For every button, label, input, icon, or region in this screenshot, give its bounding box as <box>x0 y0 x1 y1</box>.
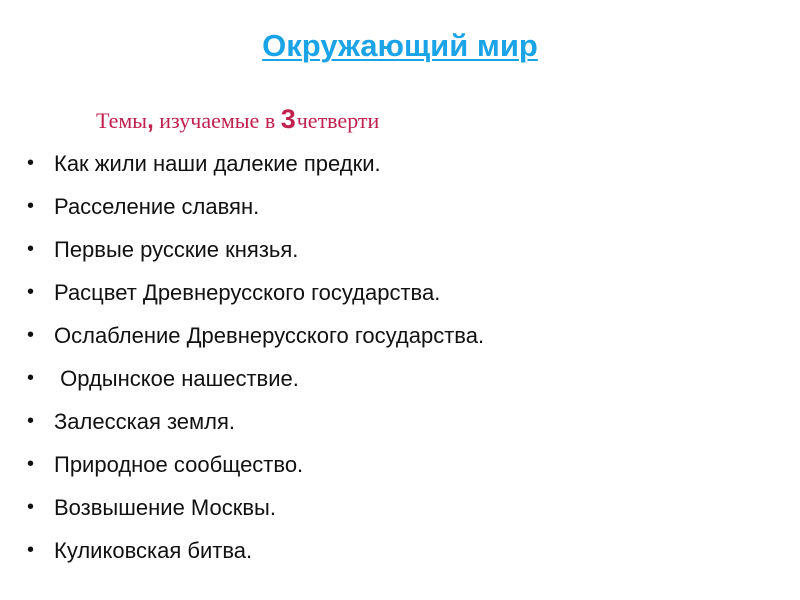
subtitle-part-3: четверти <box>296 108 380 133</box>
list-item-text: Как жили наши далекие предки. <box>54 151 381 176</box>
subtitle-part-2: изучаемые в <box>153 108 281 133</box>
list-item <box>20 228 484 271</box>
list-item-text: Расцвет Древнерусского государства. <box>54 280 441 305</box>
list-item <box>20 443 484 486</box>
bullet-icon: • <box>27 281 35 303</box>
topics-list <box>20 142 484 572</box>
list-item-text: Залесская земля. <box>54 409 236 434</box>
list-item <box>20 357 484 400</box>
subtitle <box>96 104 379 136</box>
list-item-text: Куликовская битва. <box>54 538 253 563</box>
list-item <box>20 486 484 529</box>
list-item <box>20 529 484 572</box>
list-item-text: Возвышение Москвы. <box>54 495 276 520</box>
bullet-icon: • <box>27 195 35 217</box>
list-item-text: Первые русские князья. <box>54 237 299 262</box>
bullet-icon: • <box>27 238 35 260</box>
subtitle-quarter-number: 3 <box>280 104 297 134</box>
bullet-icon: • <box>27 152 35 174</box>
list-item <box>20 314 484 357</box>
page-title: Окружающий мир <box>262 28 538 63</box>
list-item-text: Расселение славян. <box>54 194 260 219</box>
bullet-icon: • <box>27 496 35 518</box>
bullet-icon: • <box>27 367 35 389</box>
subtitle-comma: , <box>147 107 154 134</box>
list-item <box>20 400 484 443</box>
list-item-text: Ордынское нашествие. <box>54 366 299 391</box>
list-item-text: Природное сообщество. <box>54 452 304 477</box>
bullet-icon: • <box>27 324 35 346</box>
list-item <box>20 185 484 228</box>
list-item <box>20 271 484 314</box>
list-item-text: Ослабление Древнерусского государства. <box>54 323 485 348</box>
subtitle-part-1: Темы <box>96 108 148 133</box>
list-item <box>20 142 484 185</box>
bullet-icon: • <box>27 453 35 475</box>
bullet-icon: • <box>27 410 35 432</box>
bullet-icon: • <box>27 539 35 561</box>
